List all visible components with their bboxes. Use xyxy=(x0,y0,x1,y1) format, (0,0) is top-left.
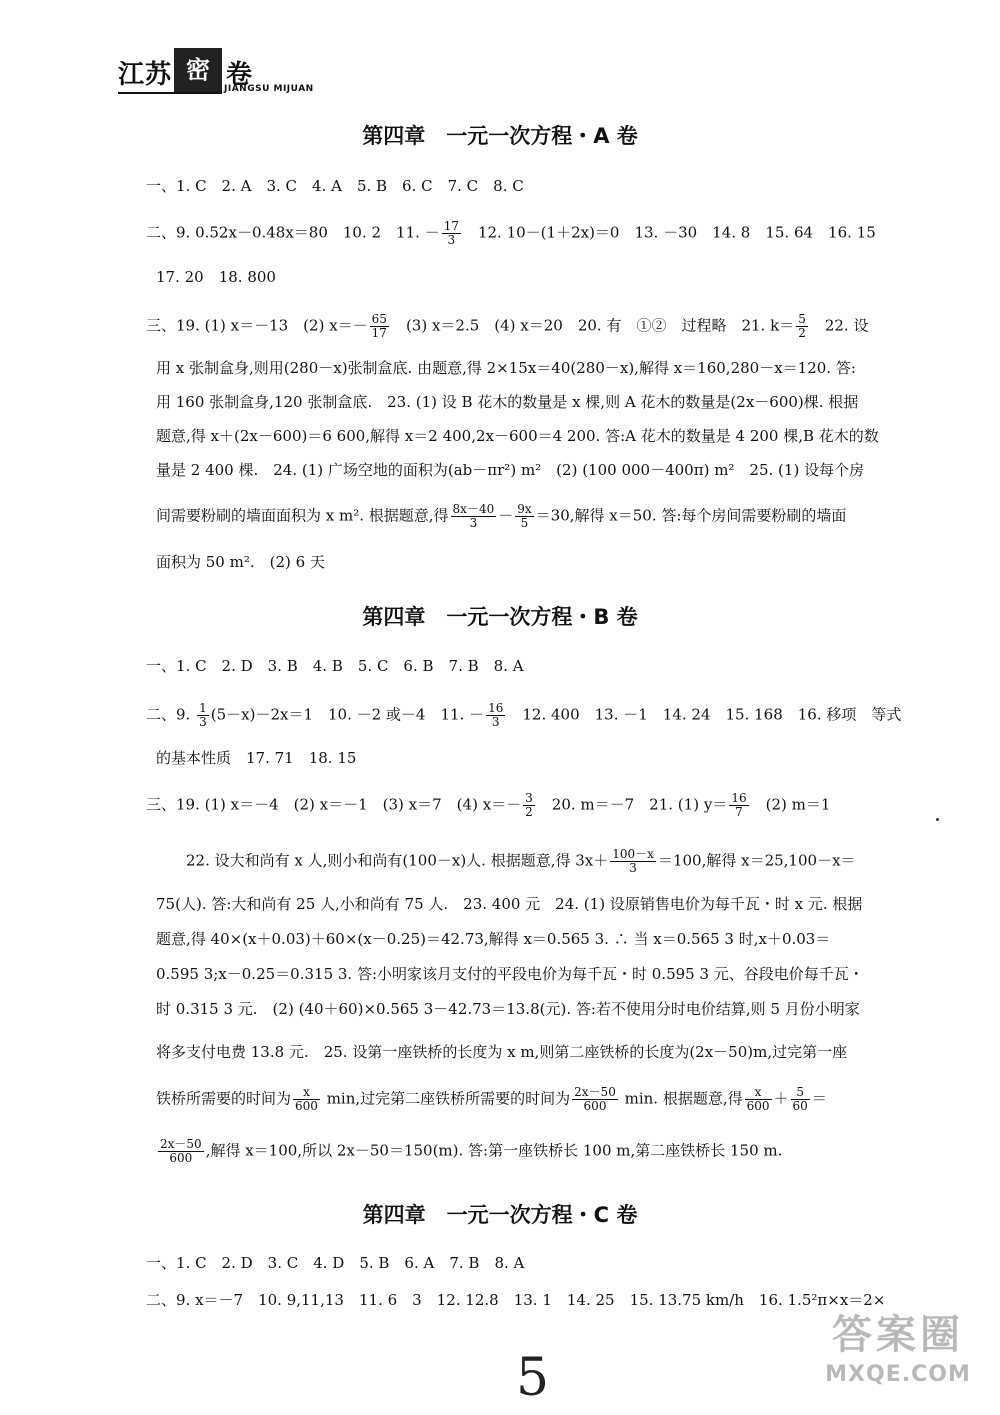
fraction: $\frac{100-x}{3}$ xyxy=(612,847,654,875)
logo-text-juan: 卷 xyxy=(226,60,253,90)
section-b-line: 75(人). 答:大和尚有 25 人,小和尚有 75 人. 23. 400 元 24. (1) 设原销售电价为每千瓦・时 x 元. 根据 xyxy=(156,895,863,913)
section-b-line: 铁桥所需要的时间为 $\frac{x}{600}$ min,过完第二座铁桥所需要的时间为 $\frac{2x-50}{600}$ min. 根据题意,得 $\frac{x}{600}$ ＋ $\frac{5}{60}$ ＝ xyxy=(156,1085,827,1113)
watermark xyxy=(808,1310,988,1410)
section-a-line: 间需要粉刷的墙面面积为 x m². 根据题意,得 $\frac{8x-40}{3}$ － $\frac{9x}{5}$ ＝30,解得 x＝50. 答:每个房间需要粉刷的墙面 xyxy=(156,502,847,530)
section-c-line: 二、9. x＝－7 10. 9,11,13 11. 6 3 12. 12.8 13. 1 14. 25 15. 13.75 km/h 16. 1.5²π×x＝2× xyxy=(146,1291,886,1309)
section-b-line: 三、19. (1) x＝－4 (2) x＝－1 (3) x＝7 (4) x＝－ $\frac{3}{2}$ 20. m＝－7 21. (1) y＝ $\frac{16}{7}$ (2) m＝1 xyxy=(146,791,831,819)
section-a-line: 一、1. C 2. A 3. C 4. A 5. B 6. C 7. C 8. C xyxy=(146,177,524,195)
section-b-line: 二、9. $\frac{1}{3}$ (5－x)－2x＝1 10. －2 或－4 11. － $\frac{16}{3}$ 12. 400 13. －1 14. 24 15. 168 16. 移项 等式 xyxy=(146,701,902,729)
section-b-line: $\frac{2x-50}{600}$ ,解得 x＝100,所以 2x－50＝150(m). 答:第一座铁桥长 100 m,第二座铁桥长 150 m. xyxy=(160,1137,783,1165)
section-a-line: 题意,得 x＋(2x－600)＝6 600,解得 x＝2 400,2x－600＝4 200. 答:A 花木的数量是 4 200 棵,B 花木的数 xyxy=(156,427,879,445)
fraction: $\frac{8x-40}{3}$ xyxy=(452,502,495,530)
section-a-line: 用 x 张制盒身,则用(280－x)张制盒底. 由题意,得 2×15x＝40(280－x),解得 x＝160,280－x＝120. 答: xyxy=(156,359,856,377)
section-a-line: 三、19. (1) x＝－13 (2) x＝－ $\frac{65}{17}$ (3) x＝2.5 (4) x＝20 20. 有 ①② 过程略 21. k＝ $\frac{5}{2}$ 22. 设 xyxy=(146,312,869,340)
stray-dot xyxy=(936,818,939,821)
fraction: $\frac{9x}{5}$ xyxy=(517,502,532,530)
page-number: 5 xyxy=(516,1348,550,1408)
fraction: $\frac{16}{7}$ xyxy=(731,791,747,819)
section-b-line: 22. 设大和尚有 x 人,则小和尚有(100－x)人. 根据题意,得 3x＋ $\frac{100-x}{3}$ ＝100,解得 x＝25,100－x＝ xyxy=(186,847,856,875)
logo-underline xyxy=(118,92,222,94)
watermark-text: 答案圈 xyxy=(832,1312,964,1358)
section-b-line: 题意,得 40×(x＋0.03)＋60×(x－0.25)＝42.73,解得 x＝0.565 3. ∴ 当 x＝0.565 3 时,x＋0.03＝ xyxy=(156,930,831,948)
section-a-line: 面积为 50 m². (2) 6 天 xyxy=(156,553,325,571)
section-a-line: 17. 20 18. 800 xyxy=(156,268,276,286)
logo-seal: 密 xyxy=(174,48,222,92)
fraction: $\frac{16}{3}$ xyxy=(488,701,504,729)
fraction: $\frac{5}{60}$ xyxy=(792,1085,808,1113)
fraction: $\frac{x}{600}$ xyxy=(295,1085,318,1113)
fraction: $\frac{2x-50}{600}$ xyxy=(160,1137,202,1165)
logo-text-jiangsu: 江苏 xyxy=(118,60,173,90)
section-b-line: 一、1. C 2. D 3. B 4. B 5. C 6. B 7. B 8. A xyxy=(146,657,524,675)
fraction: $\frac{17}{3}$ xyxy=(443,219,459,247)
section-c-line: 一、1. C 2. D 3. C 4. D 5. B 6. A 7. B 8. A xyxy=(146,1254,525,1272)
fraction: $\frac{x}{600}$ xyxy=(746,1085,770,1113)
book-logo xyxy=(112,36,322,96)
fraction: $\frac{65}{17}$ xyxy=(371,312,387,340)
logo-pinyin: JIANGSU MIJUAN xyxy=(224,84,314,94)
section-a-line: 量是 2 400 棵. 24. (1) 广场空地的面积为(ab－πr²) m² (2) (100 000－400π) m² 25. (1) 设每个房 xyxy=(156,461,865,479)
section-b-line: 时 0.315 3 元. (2) (40＋60)×0.565 3－42.73＝13.8(元). 答:若不使用分时电价结算,则 5 月份小明家 xyxy=(156,1000,860,1018)
section-a-line: 用 160 张制盒身,120 张制盒底. 23. (1) 设 B 花木的数量是 x 棵,则 A 花木的数量是(2x－600)棵. 根据 xyxy=(156,393,859,411)
section-a-line: 二、9. 0.52x－0.48x＝80 10. 2 11. － $\frac{17}{3}$ 12. 10－(1＋2x)＝0 13. －30 14. 8 15. 64 16. 15 xyxy=(146,219,876,247)
fraction: $\frac{3}{2}$ xyxy=(525,791,533,819)
section-b-line: 的基本性质 17. 71 18. 15 xyxy=(156,749,357,767)
fraction: $\frac{1}{3}$ xyxy=(199,701,207,729)
section-c-title: 第四章 一元一次方程・C 卷 xyxy=(362,1203,638,1227)
section-a-title: 第四章 一元一次方程・A 卷 xyxy=(362,124,638,148)
fraction: $\frac{2x-50}{600}$ xyxy=(574,1085,616,1113)
fraction: $\frac{5}{2}$ xyxy=(798,312,806,340)
section-b-line: 将多支付电费 13.8 元. 25. 设第一座铁桥的长度为 x m,则第二座铁桥的长度为(2x－50)m,过完第一座 xyxy=(156,1043,848,1061)
watermark-url: MXQE.COM xyxy=(825,1362,971,1387)
section-b-title: 第四章 一元一次方程・B 卷 xyxy=(362,605,638,629)
section-b-line: 0.595 3;x－0.25＝0.315 3. 答:小明家该月支付的平段电价为每千瓦・时 0.595 3 元、谷段电价每千瓦・ xyxy=(156,965,864,983)
